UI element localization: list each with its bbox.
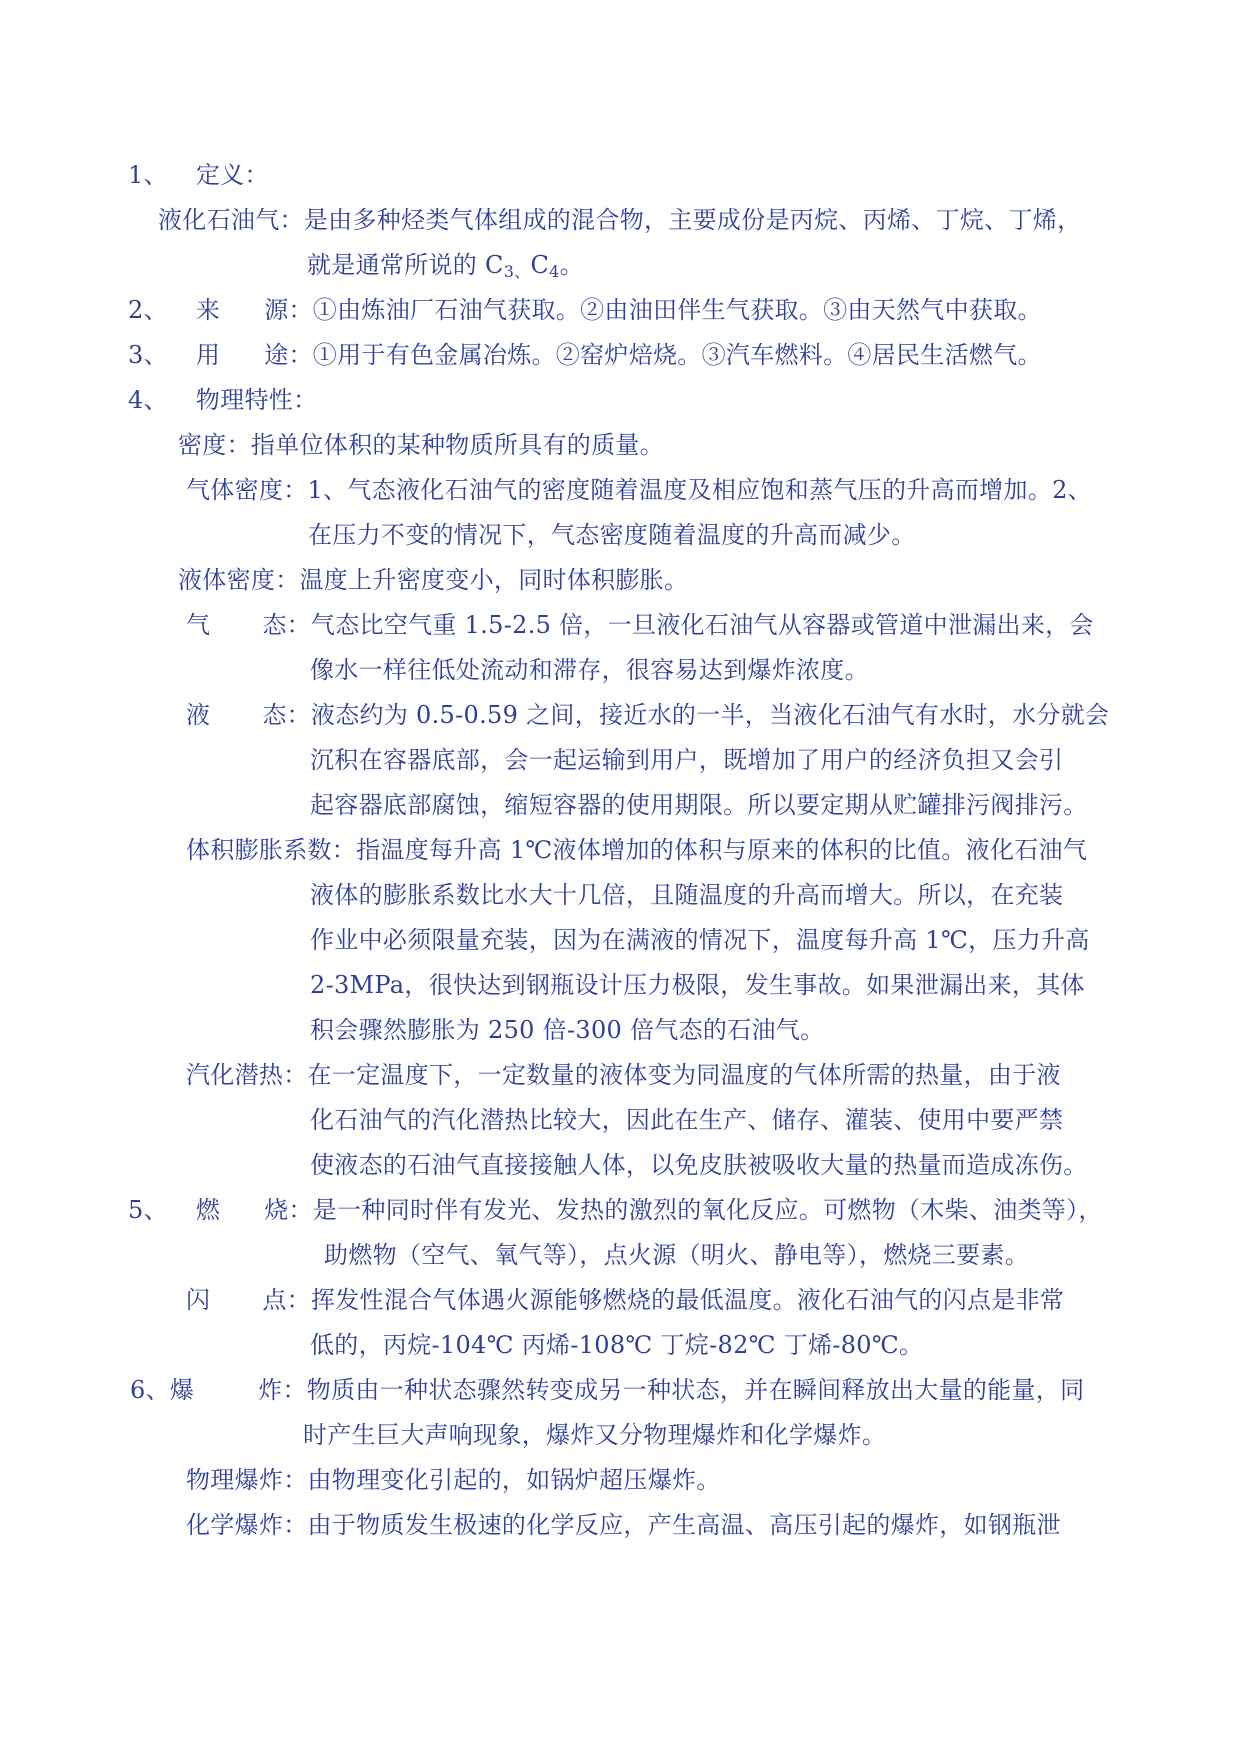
section-label: 途： xyxy=(264,341,313,369)
section-text: 是一种同时伴有发光、发热的激烈的氧化反应。可燃物（木柴、油类等）， xyxy=(312,1196,1103,1224)
term-label: 液化石油气： xyxy=(158,206,304,234)
section-2 xyxy=(128,295,1042,325)
term-text: 指单位体积的某种物质所具有的质量。 xyxy=(250,431,665,459)
liquid-density-line xyxy=(178,565,688,595)
term-label: 态： xyxy=(262,611,311,639)
gas-density-line-1 xyxy=(186,475,1092,505)
subscript: 3、 xyxy=(503,262,531,281)
lpg-definition-line-2 xyxy=(307,250,584,280)
text-segment: 。 xyxy=(559,251,584,279)
physical-explosion-line xyxy=(186,1465,721,1495)
latent-heat-line-3: 使液态的石油气直接接触人体，以免皮肤被吸收大量的热量而造成冻伤。 xyxy=(310,1151,1088,1179)
term-label: 液 xyxy=(186,701,211,729)
subscript: 4 xyxy=(549,262,560,281)
section-text: 物质由一种状态骤然转变成另一种状态，并在瞬间释放出大量的能量，同 xyxy=(306,1376,1085,1404)
term-text: 挥发性混合气体遇火源能够燃烧的最低温度。液化石油气的闪点是非常 xyxy=(310,1286,1065,1314)
expansion-line-4: 2-3MPa，很快达到钢瓶设计压力极限，发生事故。如果泄漏出来，其体 xyxy=(310,971,1085,999)
term-label: 汽化潜热： xyxy=(186,1061,308,1089)
term-label: 化学爆炸： xyxy=(186,1511,308,1539)
term-label: 体积膨胀系数： xyxy=(186,836,357,864)
section-label: 6、爆 xyxy=(130,1376,195,1404)
term-label: 态： xyxy=(262,701,311,729)
section-label: 烧： xyxy=(264,1196,313,1224)
term-label: 物理爆炸： xyxy=(186,1466,308,1494)
liquid-state-line-1 xyxy=(186,700,1109,730)
section-5-line-2: 助燃物（空气、氧气等），点火源（明火、静电等），燃烧三要素。 xyxy=(324,1241,1029,1269)
gas-density-line-2: 在压力不变的情况下，气态密度随着温度的升高而减少。 xyxy=(308,521,916,549)
term-label: 闪 xyxy=(186,1286,211,1314)
section-label: 来 xyxy=(195,296,221,324)
section-number: 2、 xyxy=(128,296,168,324)
term-text: 液态约为 0.5-0.59 之间，接近水的一半，当液化石油气有水时，水分就会 xyxy=(310,701,1110,729)
term-text: 指温度每升高 1℃液体增加的体积与原来的体积的比值。液化石油气 xyxy=(356,836,1088,864)
term-label: 气 xyxy=(186,611,211,639)
chemical-explosion-line xyxy=(186,1510,1061,1540)
text-segment: C xyxy=(530,251,550,279)
lpg-definition-line-1 xyxy=(158,205,1081,235)
term-label: 液体密度： xyxy=(178,566,300,594)
flash-point-line-2: 低的，丙烷-104℃ 丙烯-108℃ 丁烷-82℃ 丁烯-80℃。 xyxy=(310,1331,924,1359)
section-4-heading xyxy=(128,385,317,415)
flash-point-line-1 xyxy=(186,1285,1064,1315)
section-label: 燃 xyxy=(195,1196,221,1224)
term-label: 点： xyxy=(262,1286,311,1314)
latent-heat-line-2: 化石油气的汽化潜热比较大，因此在生产、储存、灌装、使用中要严禁 xyxy=(310,1106,1064,1134)
section-3 xyxy=(128,340,1042,370)
term-text: 1、气态液化石油气的密度随着温度及相应饱和蒸气压的升高而增加。2、 xyxy=(307,476,1092,504)
section-text: ①由炼油厂石油气获取。②由油田伴生气获取。③由天然气中获取。 xyxy=(312,296,1042,324)
liquid-state-line-2: 沉积在容器底部，会一起运输到用户，既增加了用户的经济负担又会引 xyxy=(310,746,1064,774)
term-text: 由物理变化引起的，如锅炉超压爆炸。 xyxy=(307,1466,721,1494)
expansion-line-2: 液体的膨胀系数比水大十几倍，且随温度的升高而增大。所以，在充装 xyxy=(310,881,1064,909)
term-text: 气态比空气重 1.5-2.5 倍，一旦液化石油气从容器或管道中泄漏出来，会 xyxy=(310,611,1094,639)
section-5-line-1 xyxy=(128,1195,1103,1225)
expansion-line-5: 积会骤然膨胀为 250 倍-300 倍气态的石油气。 xyxy=(310,1016,825,1044)
density-line xyxy=(178,430,664,460)
gas-state-line-1 xyxy=(186,610,1094,640)
section-text: ①用于有色金属冶炼。②窑炉焙烧。③汽车燃料。④居民生活燃气。 xyxy=(312,341,1042,369)
section-6-line-2: 时产生巨大声响现象，爆炸又分物理爆炸和化学爆炸。 xyxy=(303,1421,887,1449)
section-number: 3、 xyxy=(128,341,168,369)
term-label: 气体密度： xyxy=(186,476,308,504)
term-label: 密度： xyxy=(178,431,251,459)
term-text: 是由多种烃类气体组成的混合物，主要成份是丙烷、丙烯、丁烷、丁烯， xyxy=(303,206,1082,234)
section-1-heading xyxy=(128,160,269,190)
section-number: 1、 xyxy=(128,161,168,189)
term-text: 温度上升密度变小，同时体积膨胀。 xyxy=(299,566,689,594)
section-6-line-1 xyxy=(130,1375,1084,1405)
term-text: 由于物质发生极速的化学反应，产生高温、高压引起的爆炸，如钢瓶泄 xyxy=(307,1511,1061,1539)
section-label: 源： xyxy=(264,296,313,324)
liquid-state-line-3: 起容器底部腐蚀，缩短容器的使用期限。所以要定期从贮罐排污阀排污。 xyxy=(310,791,1088,819)
latent-heat-line-1 xyxy=(186,1060,1061,1090)
term-text: 在一定温度下，一定数量的液体变为同温度的气体所需的热量，由于液 xyxy=(307,1061,1061,1089)
text-segment: 就是通常所说的 C xyxy=(307,251,504,279)
expansion-line-1 xyxy=(186,835,1087,865)
section-number: 5、 xyxy=(128,1196,168,1224)
section-label: 炸： xyxy=(258,1376,307,1404)
gas-state-line-2: 像水一样往低处流动和滞存，很容易达到爆炸浓度。 xyxy=(310,656,869,684)
expansion-line-3: 作业中必须限量充装，因为在满液的情况下，温度每升高 1℃，压力升高 xyxy=(310,926,1090,954)
section-label: 用 xyxy=(195,341,221,369)
section-title: 定义： xyxy=(195,161,269,189)
section-title: 物理特性： xyxy=(195,386,318,414)
section-number: 4、 xyxy=(128,386,168,414)
